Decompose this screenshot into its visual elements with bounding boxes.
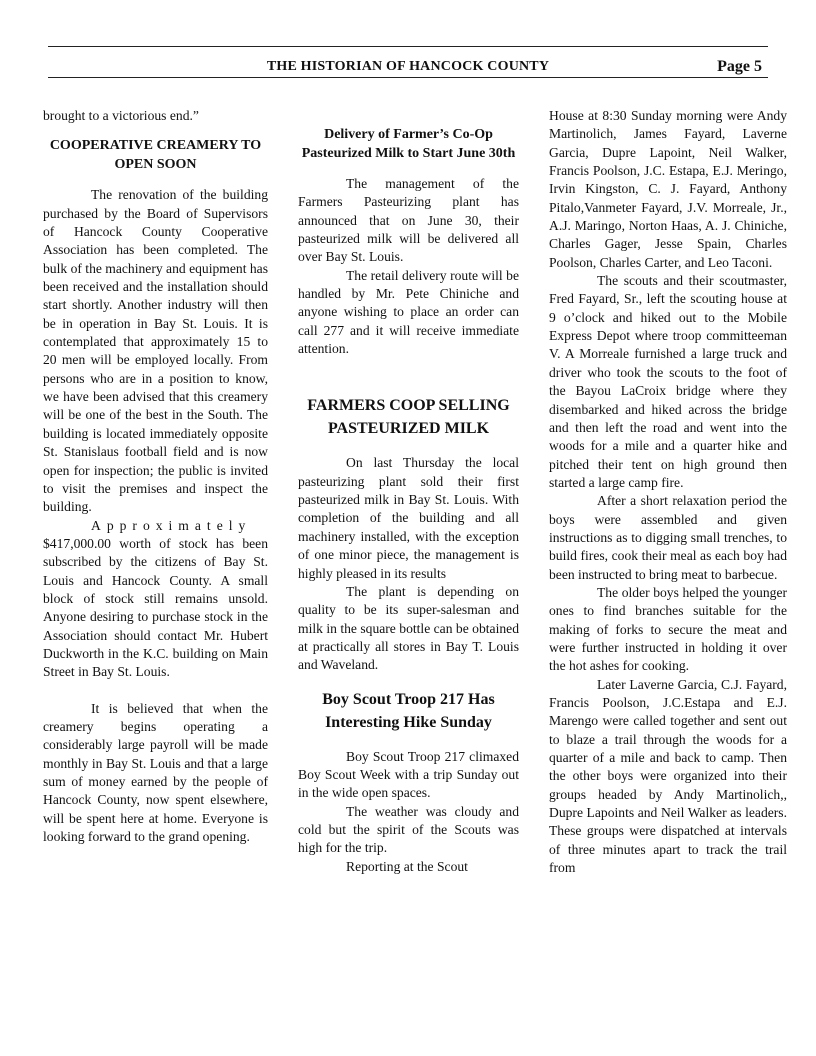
column-3 [549,107,787,877]
creamery-paragraph-2-lead: Approximately [91,517,252,533]
column-1 [43,107,268,846]
delivery-paragraph-2: The retail delivery route will be handled by Mr. Pete Chiniche and anyone wishing to place an order can call 277 and it will receive immediate attention. [298,267,519,357]
boy-scout-paragraph-3: Reporting at the Scout [346,858,468,874]
coop-milk-paragraph-1: On last Thursday the local pasteurizing plant sold their first pasteurized milk in Bay St. Louis. With completion of the building and all machinery installed, with the exception of one minor piece, the management is highly pleased in its results [298,455,519,581]
scout-names-paragraph: House at 8:30 Sunday morning were Andy Martinolich, James Fayard, Laverne Garcia, Dupre Lapoint, Neil Walker, Francis Poolson, J.C. Estapa, E.J. Meringo, Irvin Kingston, C. J. Fayard, Anthony Pitalo,Vanmeter Fayard, J.V. Morreale, Jr., A.J. Maringo, Norton Haas, A. J. Chiniche, Charles Gager, Jesse Spain, Charles Poolson, Charles Carter, and Leo Taconi. [549,108,787,270]
boy-scout-headline: Boy Scout Troop 217 Has Interesting Hike Sunday [322,690,495,731]
masthead-bottom-rule [48,77,768,78]
masthead-top-rule [48,46,768,47]
delivery-paragraph-1: The management of the Farmers Pasteurizing plant has announced that on June 30, their pasteurized milk will be delivered all over Bay St. Louis. [298,176,519,265]
scout-trip-paragraph: The scouts and their scoutmaster, Fred Fayard, Sr., left the scouting house at 9 o’clock and hiked out to the Mobile Express Depot where troop committeeman V. A Morreale furnished a large truck and driver who took the scouts to the foot of the Bayou LaCroix bridge where they disembarked and hiked across the bridge and then left the road and went into the woods for a mile and a quarter hike and pitched their tent on high ground then started a large camp fire. [549,273,787,490]
page-number: Page 5 [717,58,762,75]
column-2 [298,107,519,876]
boy-scout-paragraph-2: The weather was cloudy and cold but the spirit of the Scouts was high for the trip. [298,803,519,856]
boy-scout-paragraph-1: Boy Scout Troop 217 climaxed Boy Scout Week with a trip Sunday out in the wide open spaces. [298,748,519,801]
creamery-paragraph-1: The renovation of the building purchased by the Board of Supervisors of Hancock County Cooperative Association has been completed. The bulk of the machinery and equipment has been received and the installation should start shortly. Another industry will then be in operation in Bay St. Louis. It is contemplated that approximately 15 to 20 men will be employed locally. From persons who are in a position to know, we have been advised that this creamery will be one of the best in the South. The building is located immediately opposite St. Stanislaus football field and is now open for inspection; the public is invited to visit the premises and inspect the building. [43,187,268,515]
publication-title: THE HISTORIAN OF HANCOCK COUNTY [266,59,550,74]
scout-cooking-paragraph: The older boys helped the younger ones to find branches suitable for the making of forks to secure the meat and were further instructed in holding it over the hot ashes for cooking. [549,584,787,674]
creamery-paragraph-2: $417,000.00 worth of stock has been subscribed by the citizens of Bay St. Louis and Hancock County. A small block of stock still remains unsold. Anyone desiring to purchase stock in the Association should contact Mr. Hubert Duckworth in the K.C. building on Main Street in Bay St. Louis. [43,535,268,680]
coop-milk-paragraph-2: The plant is depending on quality to be its super-salesman and milk in the square bottle can be obtained at practically all stores in Bay T. Louis and Waveland. [298,583,519,673]
continued-text: brought to a victorious end.” [43,108,199,123]
coop-milk-headline: FARMERS COOP SELLING PASTEURIZED MILK [307,397,510,438]
delivery-headline: Delivery of Farmer’s Co-Op Pasteurized Milk to Start June 30th [301,127,516,161]
scout-camp-paragraph: After a short relaxation period the boys were assembled and given instructions as to digging small trenches, to build fires, cook their meal as each boy had been instructed to bring meat to barbecue. [549,493,787,582]
creamery-paragraph-3: It is believed that when the creamery begins operating a considerably large payroll will be made monthly in Bay St. Louis and that a large sum of money earned by the people of Hancock County, now spent elsewhere, will be spent here at home. Everyone is looking forward to the grand opening. [43,700,268,845]
creamery-headline: COOPERATIVE CREAMERY TO OPEN SOON [49,138,262,172]
masthead [48,59,768,77]
scout-trail-paragraph: Later Laverne Garcia, C.J. Fayard, Francis Poolson, J.C.Estapa and E.J. Marengo were called together and sent out to blaze a trail through the woods for a quarter of a mile and back to camp. Then the other boys were organized into their groups headed by Andy Martinolich,, Dupre Lapoints and Neil Walker as leaders. These groups were dispatched at intervals of three minutes apart to track the trail from [549,676,787,876]
